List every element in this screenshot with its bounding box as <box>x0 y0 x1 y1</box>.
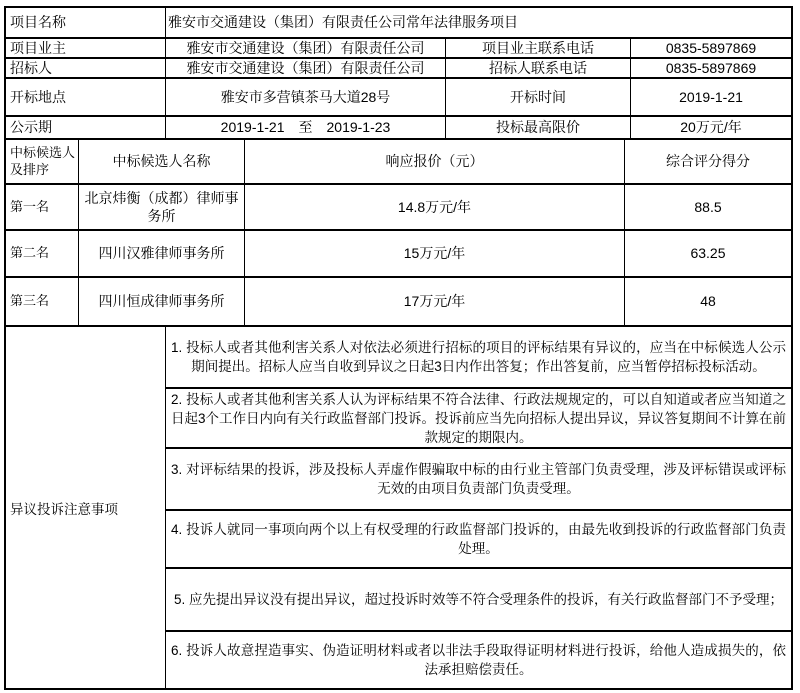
notice-item-text: 2. 投标人或者其他利害关系人认为评标结果不符合法律、行政法规规定的，可以自知道或者应当知道之日起3个工作日内向有关行政监督部门投诉。投诉前应当先向招标人提出异议，异议答复期间不计算在前款规定的期限内。 <box>171 391 787 445</box>
candidate-price: 14.8万元/年 <box>245 185 625 229</box>
owner-phone-value: 0835-5897869 <box>665 39 757 56</box>
notice-item-text: 1. 投标人或者其他利害关系人对依法必须进行招标的项目的评标结果有异议的，应当在中标候选人公示期间提出。招标人应当自收到异议之日起3日内作出答复；作出答复前，应当暂停招标投标活动。 <box>171 340 786 374</box>
publicity-period-label: 公示期 <box>6 117 166 138</box>
notice-item-5 <box>166 569 791 632</box>
publicity-period-row <box>6 117 791 140</box>
notice-item-6 <box>166 632 791 688</box>
candidate-rank: 第三名 <box>6 278 79 325</box>
project-owner-row <box>6 39 791 59</box>
notice-section-label: 异议投诉注意事项 <box>6 327 166 688</box>
project-owner-label: 项目业主 <box>6 39 166 57</box>
candidate-name: 北京炜衡（成都）律师事务所 <box>79 185 245 229</box>
candidate-score: 63.25 <box>690 245 726 262</box>
notice-item-2 <box>166 389 791 449</box>
publicity-period-value: 2019-1-21 至 2019-1-23 <box>166 117 446 138</box>
project-name-row <box>6 8 791 39</box>
project-name-value: 雅安市交通建设（集团）有限责任公司常年法律服务项目 <box>168 14 518 31</box>
candidate-rank: 第二名 <box>6 231 79 276</box>
candidates-header-row <box>6 140 791 185</box>
tenderer-phone-value: 0835-5897869 <box>665 59 757 76</box>
tenderer-phone-label: 招标人联系电话 <box>446 59 631 77</box>
candidate-name: 四川恒成律师事务所 <box>79 278 245 325</box>
tenderer-label: 招标人 <box>6 59 166 77</box>
bid-opening-time-label: 开标时间 <box>446 79 631 115</box>
tender-result-table <box>4 6 793 690</box>
notice-item-3 <box>166 449 791 511</box>
candidate-price: 15万元/年 <box>245 231 625 276</box>
notice-item-text: 6. 投诉人故意捏造事实、伪造证明材料或者以非法手段取得证明材料进行投诉，给他人造成损失的，依法承担赔偿责任。 <box>171 643 786 677</box>
candidate-name: 四川汉雅律师事务所 <box>79 231 245 276</box>
notice-item-1 <box>166 327 791 389</box>
max-price-label: 投标最高限价 <box>446 117 631 138</box>
candidate-score: 48 <box>700 293 716 310</box>
candidate-rank: 第一名 <box>6 185 79 229</box>
candidate-rank-header: 中标候选人及排序 <box>6 140 79 183</box>
candidate-score-header: 综合评分得分 <box>666 153 750 170</box>
candidate-name-header: 中标候选人名称 <box>79 140 245 183</box>
bid-opening-place-value: 雅安市多营镇茶马大道28号 <box>166 79 446 115</box>
notice-item-text: 4. 投诉人就同一事项向两个以上有权受理的行政监督部门投诉的，由最先收到投诉的行政监督部门负责处理。 <box>171 522 786 556</box>
bid-opening-place-label: 开标地点 <box>6 79 166 115</box>
project-owner-value: 雅安市交通建设（集团）有限责任公司 <box>166 39 446 57</box>
candidate-score: 88.5 <box>694 198 722 215</box>
candidate-row-3 <box>6 278 791 327</box>
candidate-price: 17万元/年 <box>245 278 625 325</box>
tenderer-value: 雅安市交通建设（集团）有限责任公司 <box>166 59 446 77</box>
max-price-value: 20万元/年 <box>680 119 742 136</box>
bid-opening-time-value: 2019-1-21 <box>679 88 743 105</box>
notice-item-text: 3. 对评标结果的投诉，涉及投标人弄虚作假骗取中标的由行业主管部门负责受理，涉及评标错误或评标无效的由项目负责部门负责受理。 <box>171 462 786 496</box>
owner-phone-label: 项目业主联系电话 <box>446 39 631 57</box>
candidate-row-2 <box>6 231 791 278</box>
tenderer-row <box>6 59 791 79</box>
notice-section <box>6 327 791 688</box>
candidate-price-header: 响应报价（元） <box>245 140 625 183</box>
candidate-row-1 <box>6 185 791 231</box>
notice-item-text: 5. 应先提出异议没有提出异议，超过投诉时效等不符合受理条件的投诉，有关行政监督部门不予受理； <box>173 592 783 607</box>
bid-opening-row <box>6 79 791 117</box>
project-name-label: 项目名称 <box>6 8 166 37</box>
notice-items <box>166 327 791 688</box>
notice-item-4 <box>166 511 791 569</box>
